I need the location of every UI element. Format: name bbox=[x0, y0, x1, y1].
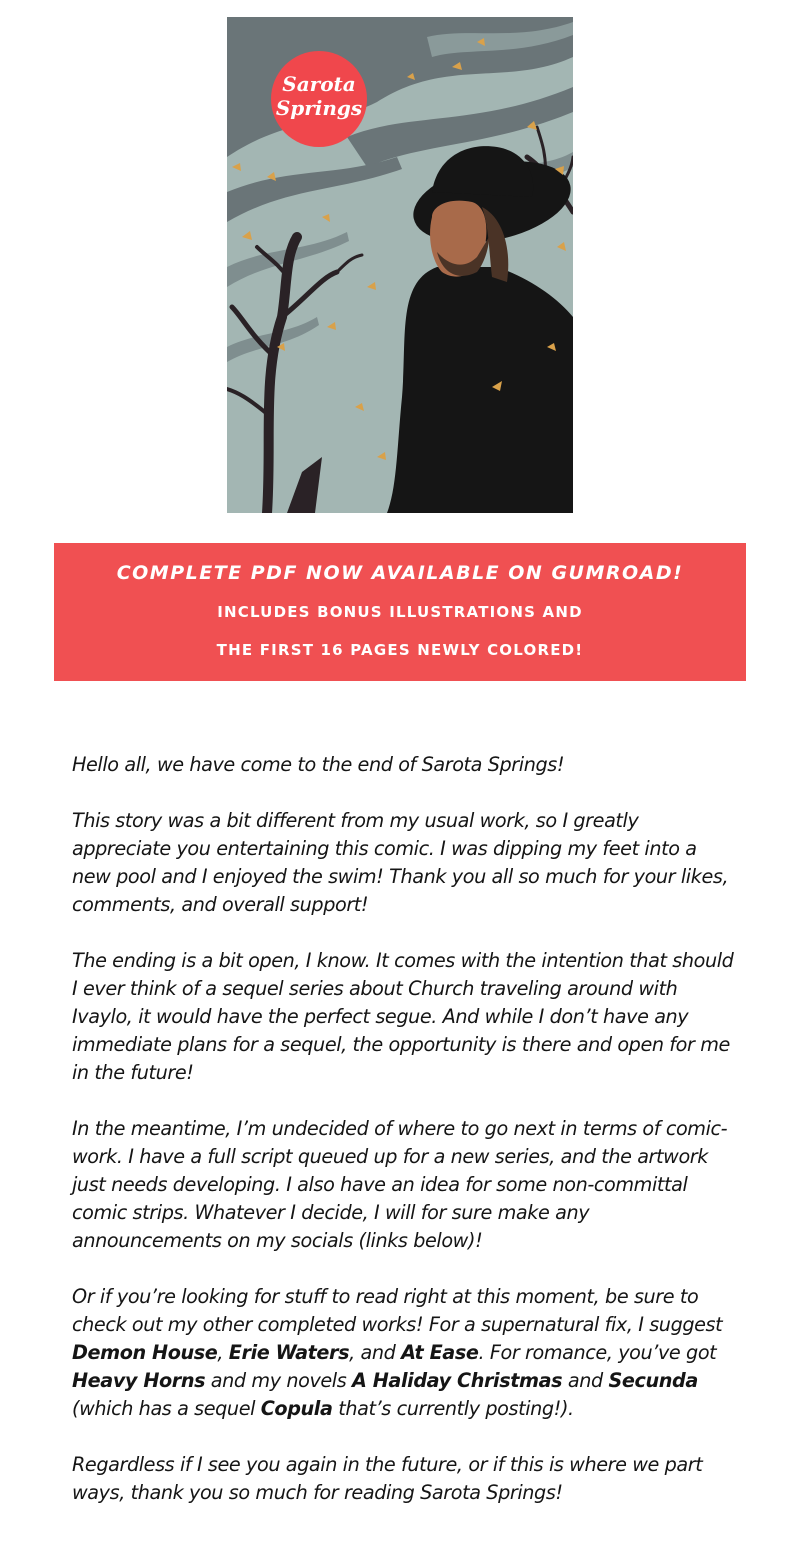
paragraph-ending: The ending is a bit open, I know. It comes with the intention that should I ever think of a sequel series about Church traveling around with Ivaylo, it would have the perfect segue. And while I don’t have any immediate plans for a sequel, the opportunity is there and open for me in the future! bbox=[72, 949, 734, 1084]
paragraph-next: In the meantime, I’m undecided of where to go next in terms of comic-work. I have a full script queued up for a new series, and the artwork just needs developing. I also have an idea for some non-committal comic strips. Whatever I decide, I will for sure make any announcements on my socials (links below)! bbox=[72, 1117, 728, 1252]
banner-subline-1: INCLUDES BONUS ILLUSTRATIONS AND bbox=[217, 603, 583, 621]
logo-line1: Sarota bbox=[282, 72, 356, 96]
work-haliday-christmas: A Haliday Christmas bbox=[352, 1369, 563, 1392]
work-copula: Copula bbox=[260, 1397, 333, 1420]
text-segment: Or if you’re looking for stuff to read right at this moment, be sure to check out my other completed works! For a supernatural fix, I suggest bbox=[72, 1285, 723, 1336]
paragraph-thanks: This story was a bit different from my usual work, so I greatly appreciate you entertaining this comic. I was dipping my feet into a new pool and I enjoyed the swim! Thank you all so much for your likes, comments, and overall support! bbox=[72, 809, 729, 916]
text-segment: , bbox=[217, 1341, 229, 1364]
work-erie-waters: Erie Waters bbox=[228, 1341, 350, 1364]
text-segment: , and bbox=[349, 1341, 402, 1364]
text-segment: (which has a sequel bbox=[72, 1397, 261, 1420]
paragraph-farewell: Regardless if I see you again in the future, or if this is where we part ways, thank you so much for reading Sarota Springs! bbox=[72, 1453, 703, 1504]
gumroad-banner[interactable] bbox=[54, 543, 746, 681]
text-segment: and bbox=[562, 1369, 609, 1392]
paragraph-intro: Hello all, we have come to the end of Sarota Springs! bbox=[72, 753, 565, 776]
text-segment: . For romance, you’ve got bbox=[478, 1341, 717, 1364]
banner-subline-2: THE FIRST 16 PAGES NEWLY COLORED! bbox=[216, 641, 584, 659]
work-secunda: Secunda bbox=[608, 1369, 698, 1392]
text-segment: and my novels bbox=[205, 1369, 353, 1392]
cover-illustration bbox=[227, 17, 573, 513]
text-segment: that’s currently posting!). bbox=[332, 1397, 574, 1420]
work-at-ease: At Ease bbox=[401, 1341, 479, 1364]
paragraph-other-works bbox=[72, 1283, 740, 1423]
cover-art bbox=[227, 17, 573, 513]
author-note bbox=[72, 751, 740, 1535]
logo-line2: Springs bbox=[275, 96, 363, 120]
work-heavy-horns: Heavy Horns bbox=[72, 1369, 206, 1392]
work-demon-house: Demon House bbox=[72, 1341, 218, 1364]
banner-headline: COMPLETE PDF NOW AVAILABLE ON GUMROAD! bbox=[116, 562, 684, 584]
